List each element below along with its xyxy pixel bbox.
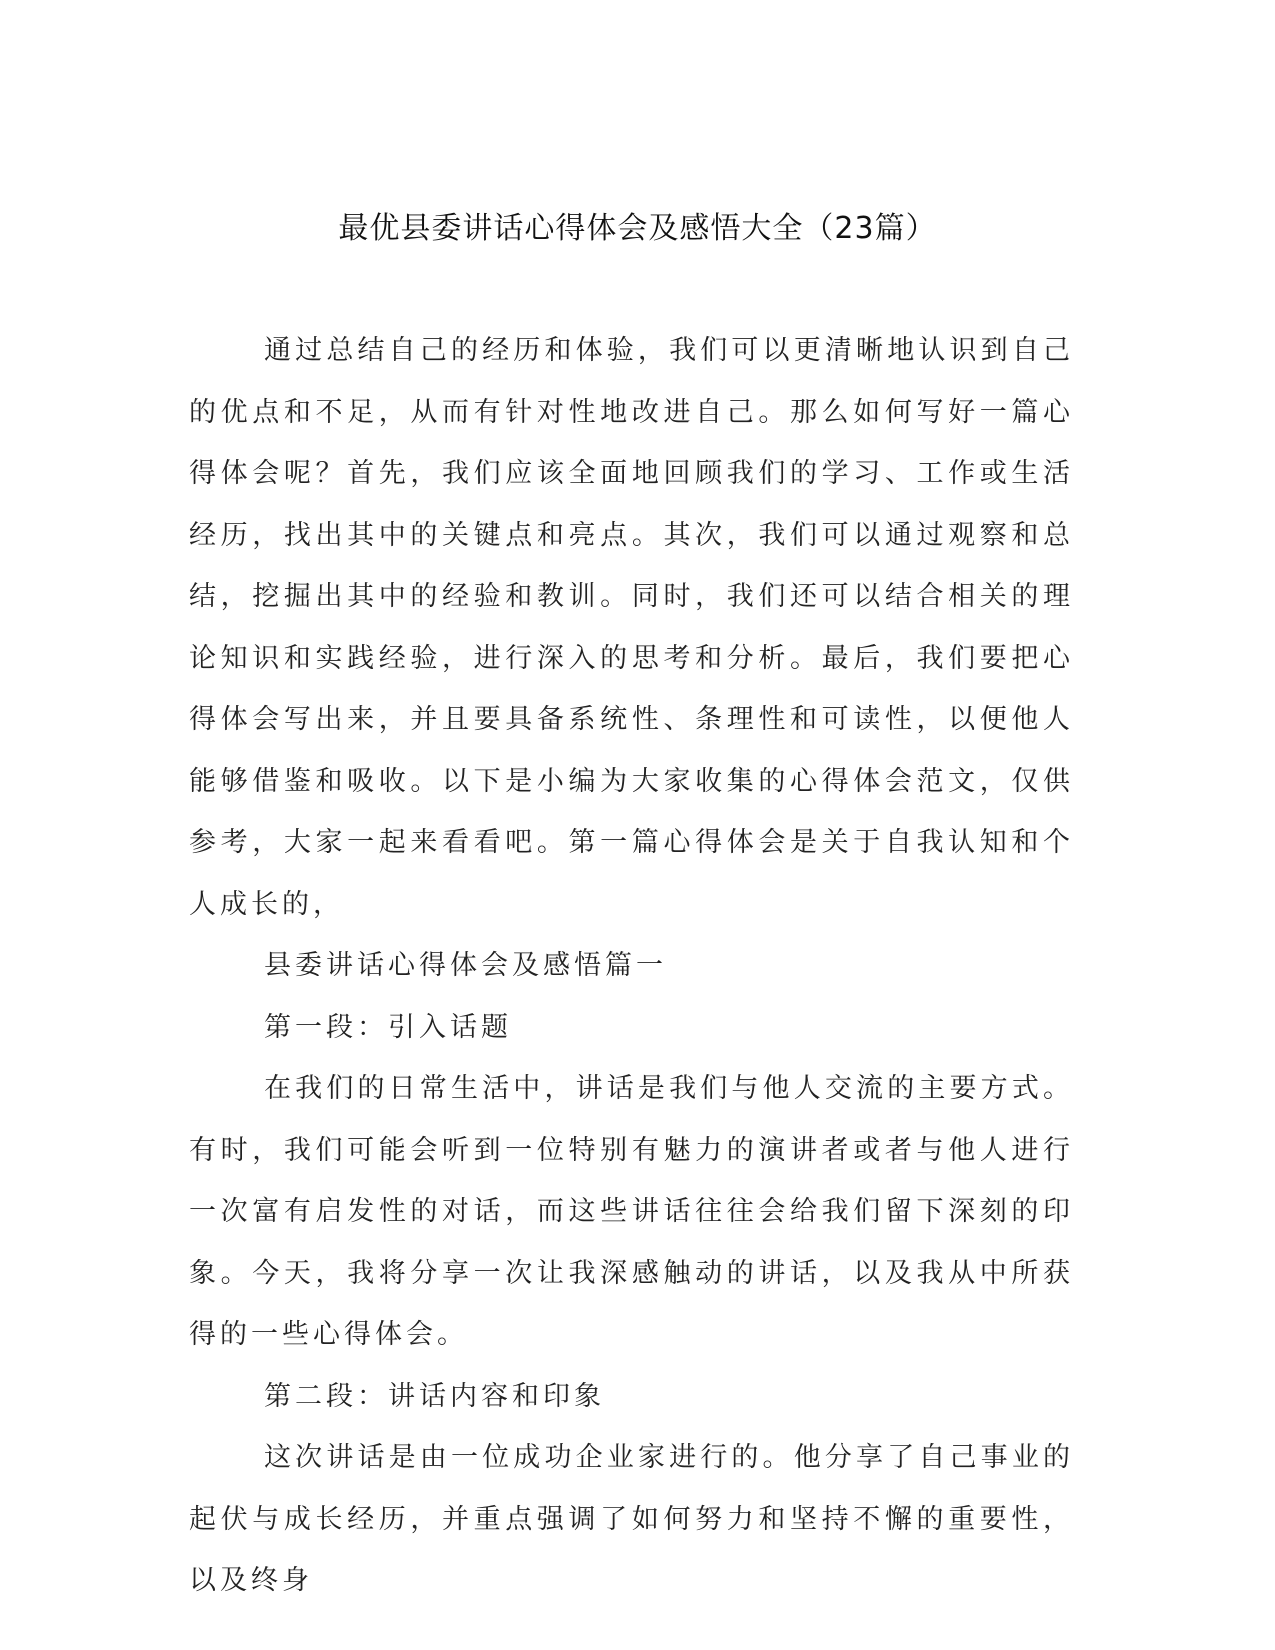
section-2-heading: 第二段：讲话内容和印象: [264, 1380, 605, 1412]
section-1-paragraph: 在我们的日常生活中，讲话是我们与他人交流的主要方式。有时，我们可能会听到一位特别有魅力的演讲者或者与他人进行一次富有启发性的对话，而这些讲话往往会给我们留下深刻的印象。今天，我将分享一次让我深感触动的讲话，以及我从中所获得的一些心得体会。: [189, 1073, 1074, 1350]
section-1-heading: 第一段：引入话题: [264, 1011, 512, 1043]
section-2-paragraph: 这次讲话是由一位成功企业家进行的。他分享了自己事业的起伏与成长经历，并重点强调了如何努力和坚持不懈的重要性，以及终身: [189, 1442, 1074, 1596]
article-heading: 县委讲话心得体会及感悟篇一: [264, 950, 667, 981]
document-body: [189, 320, 1074, 1612]
intro-paragraph: 通过总结自己的经历和体验，我们可以更清晰地认识到自己的优点和不足，从而有针对性地改进自己。那么如何写好一篇心得体会呢？首先，我们应该全面地回顾我们的学习、工作或生活经历，找出其中的关键点和亮点。其次，我们可以通过观察和总结，挖掘出其中的经验和教训。同时，我们还可以结合相关的理论知识和实践经验，进行深入的思考和分析。最后，我们要把心得体会写出来，并且要具备系统性、条理性和可读性，以便他人能够借鉴和吸收。以下是小编为大家收集的心得体会范文，仅供参考，大家一起来看看吧。第一篇心得体会是关于自我认知和个人成长的，: [189, 335, 1074, 920]
document-title: 最优县委讲话心得体会及感悟大全（23篇）: [338, 211, 937, 246]
